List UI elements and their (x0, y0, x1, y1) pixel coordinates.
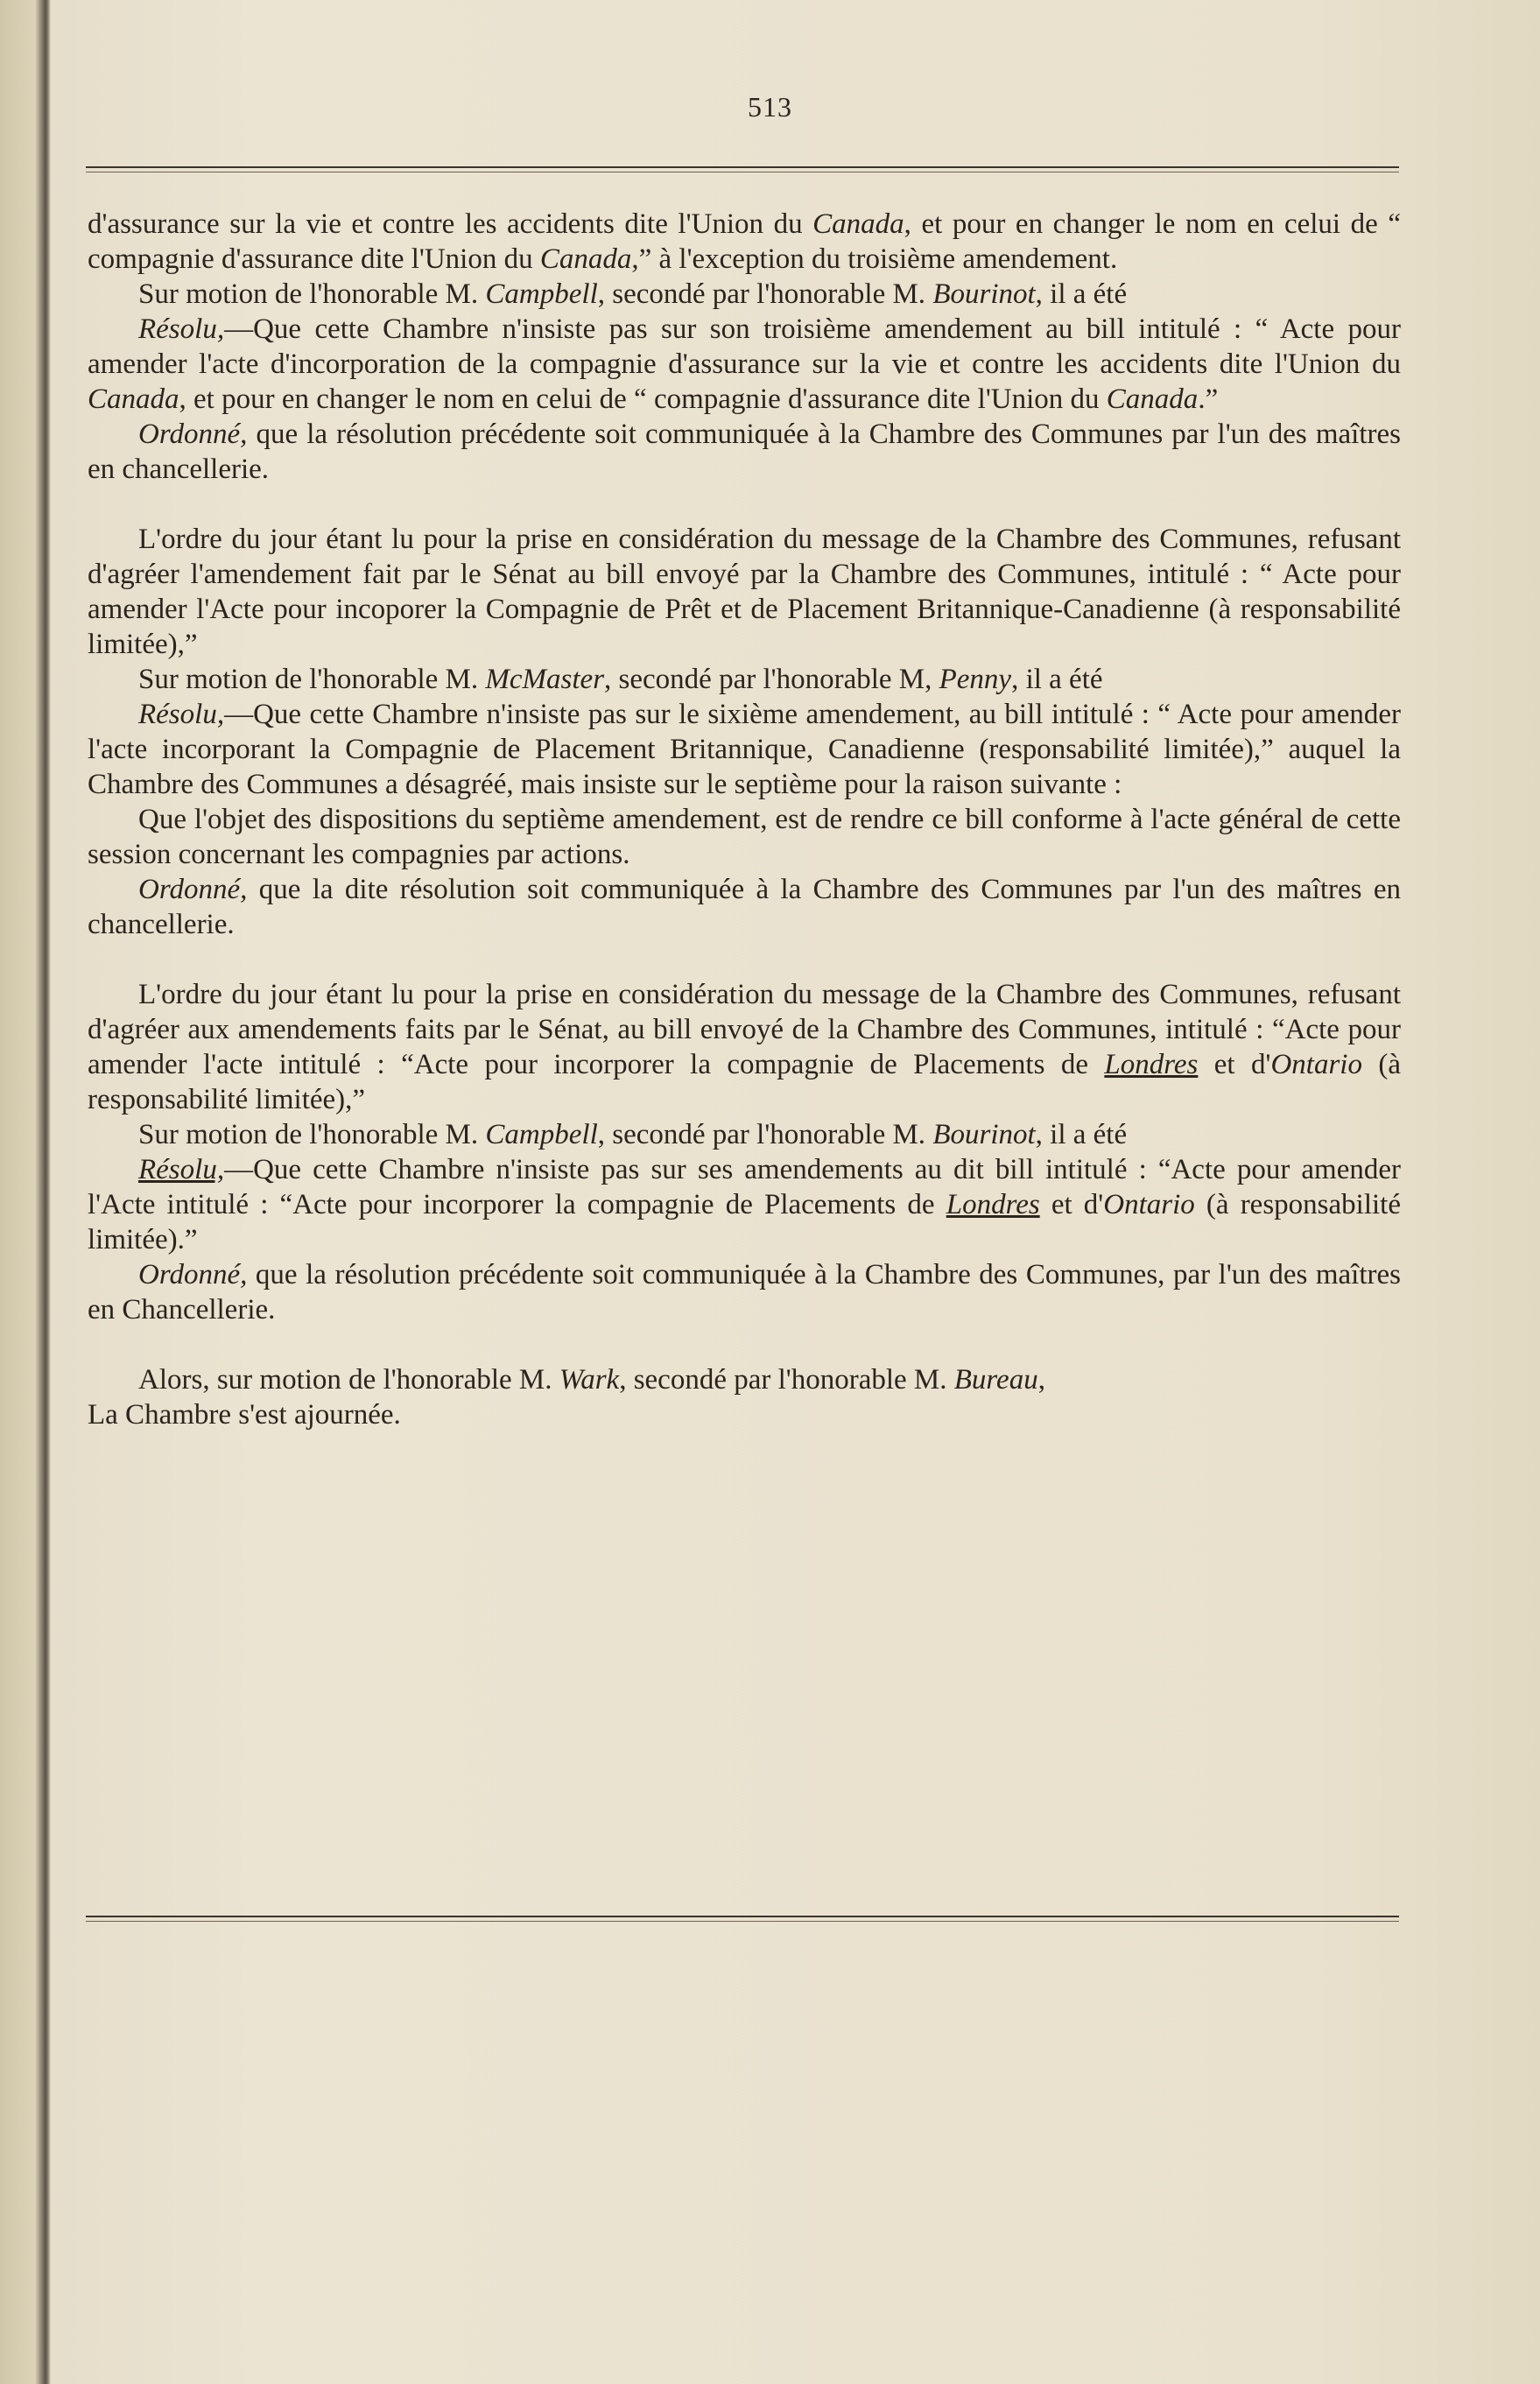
paragraph-2: Sur motion de l'honorable M. Campbell, secondé par l'honorable M. Bourinot, il a été (138, 278, 1128, 310)
paragraph-14: Alors, sur motion de l'honorable M. Wark, secondé par l'honorable M. Bureau, (138, 1364, 1045, 1396)
paragraph-10: L'ordre du jour étant lu pour la prise en considération du message de la Chambre des Communes, refusant d'agréer aux amendements faits par le Sénat, au bill envoyé de la Chambre des Communes, intitulé : “Acte pour amender l'acte intitulé : “Acte pour incorporer la compagnie de Placements de Londres et d'Ontario (à responsabilité limitée),” (88, 979, 1401, 1115)
page-number: 513 (748, 91, 792, 123)
closing-line: La Chambre s'est ajournée. (88, 1399, 401, 1431)
paragraph-3: Résolu,—Que cette Chambre n'insiste pas sur son troisième amendement au bill intitulé : “ Acte pour amender l'acte d'incorporation de la compagnie d'assurance sur la vie et contre les accidents dite l'Union du Canada, et pour en changer le nom en celui de “ compagnie d'assurance dite l'Union du Canada.” (88, 313, 1401, 415)
footer-rule (86, 1916, 1399, 1922)
paragraph-13: Ordonné, que la résolution précédente soit communiquée à la Chambre des Communes, par l'un des maîtres en Chancellerie. (88, 1259, 1401, 1326)
paragraph-8: Que l'objet des dispositions du septième amendement, est de rendre ce bill conforme à l'acte général de cette session concernant les compagnies par actions. (88, 804, 1401, 870)
body-text (88, 207, 1401, 1432)
paragraph-6: Sur motion de l'honorable M. McMaster, secondé par l'honorable M, Penny, il a été (138, 664, 1103, 695)
paragraph-4: Ordonné, que la résolution précédente soit communiquée à la Chambre des Communes par l'un des maîtres en chancellerie. (88, 418, 1401, 485)
header-rule (86, 166, 1399, 172)
paragraph-12: Résolu,—Que cette Chambre n'insiste pas sur ses amendements au dit bill intitulé : “Acte pour amender l'Acte intitulé : “Acte pour incorporer la compagnie de Placements de Londres et d'Ontario (à responsabilité limitée).” (88, 1154, 1401, 1255)
paragraph-5: L'ordre du jour étant lu pour la prise en considération du message de la Chambre des Communes, refusant d'agréer l'amendement fait par le Sénat au bill envoyé par la Chambre des Communes, intitulé : “ Acte pour amender l'Acte pour incoporer la Compagnie de Prêt et de Placement Britannique-Canadienne (à responsabilité limitée),” (88, 524, 1401, 660)
paragraph-9: Ordonné, que la dite résolution soit communiquée à la Chambre des Communes par l'un des maîtres en chancellerie. (88, 874, 1401, 940)
paragraph-1: d'assurance sur la vie et contre les accidents dite l'Union du Canada, et pour en changer le nom en celui de “ compagnie d'assurance dite l'Union du Canada,” à l'exception du troisième amendement. (88, 208, 1401, 275)
paragraph-7: Résolu,—Que cette Chambre n'insiste pas sur le sixième amendement, au bill intitulé : “ Acte pour amender l'acte incorporant la Compagnie de Placement Britannique, Canadienne (responsabilité limitée),” auquel la Chambre des Communes a désagréé, mais insiste sur le septième pour la raison suivante : (88, 699, 1401, 800)
binding-edge (0, 0, 51, 2384)
paragraph-11: Sur motion de l'honorable M. Campbell, secondé par l'honorable M. Bourinot, il a été (138, 1119, 1128, 1150)
